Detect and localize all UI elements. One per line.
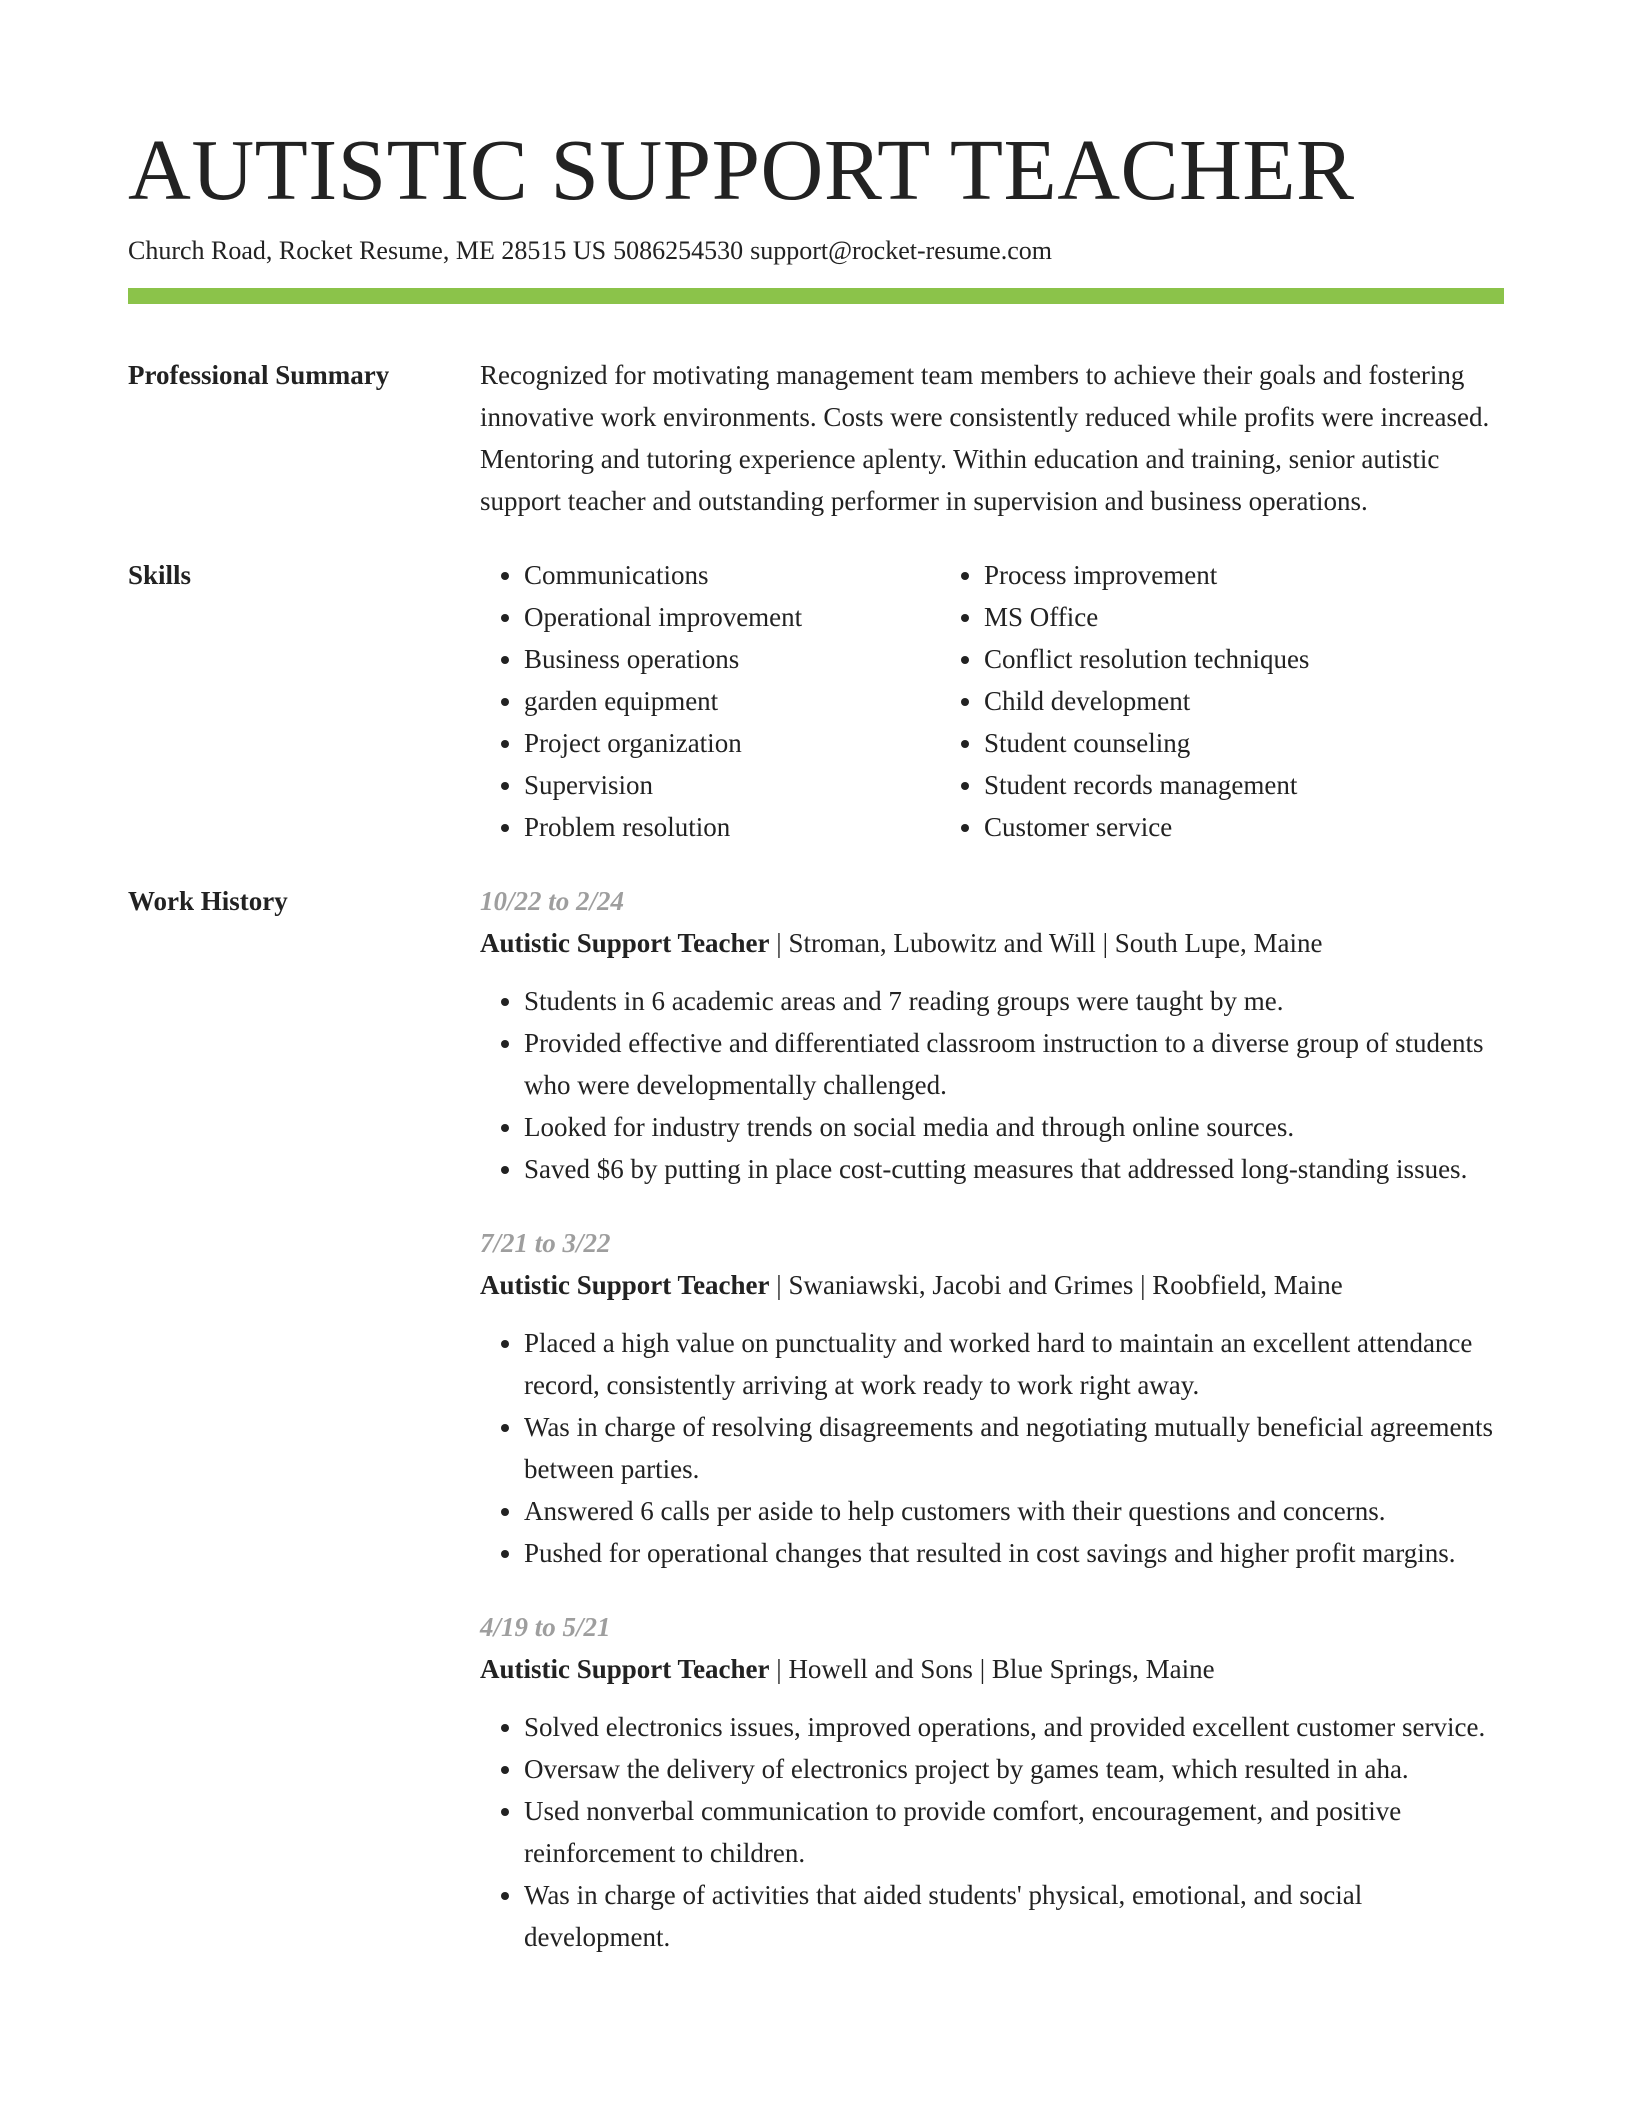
work-history-section [128,880,1504,1990]
job-dates: 4/19 to 5/21 [480,1612,611,1642]
job-entry [480,880,1504,1190]
skill-item: • Process improvement [984,554,1504,596]
skill-item: • Communications [524,554,940,596]
job-separator: | [972,1654,992,1684]
job-location: Blue Springs, Maine [991,1654,1215,1684]
job-entry [480,1222,1504,1574]
skill-item: • Supervision [524,764,940,806]
skill-item: • Project organization [524,722,940,764]
job-separator: | [1133,1270,1153,1300]
job-entry [480,1606,1504,1958]
header-divider [128,288,1504,304]
job-separator: | [769,928,789,958]
job-title: Autistic Support Teacher [480,1654,770,1684]
skill-item: • Conflict resolution techniques [984,638,1504,680]
skill-item: • Student counseling [984,722,1504,764]
job-title: Autistic Support Teacher [480,928,770,958]
job-bullets [480,1322,1504,1574]
skill-item: • Operational improvement [524,596,940,638]
job-location: South Lupe, Maine [1114,928,1323,958]
job-bullet: • Answered 6 calls per aside to help customers with their questions and concerns. [524,1490,1504,1532]
skill-item: • Business operations [524,638,940,680]
job-bullet: • Placed a high value on punctuality and worked hard to maintain an excellent attendance record, consistently arriving at work ready to work right away. [524,1322,1504,1406]
skills-list-right [940,554,1504,848]
job-separator: | [769,1654,789,1684]
job-location: Roobfield, Maine [1152,1270,1343,1300]
job-bullet: • Oversaw the delivery of electronics project by games team, which resulted in aha. [524,1748,1504,1790]
job-bullet: • Was in charge of resolving disagreements and negotiating mutually beneficial agreements between parties. [524,1406,1504,1490]
skill-item: • MS Office [984,596,1504,638]
job-company: Stroman, Lubowitz and Will [788,928,1096,958]
job-bullet: • Provided effective and differentiated classroom instruction to a diverse group of students who were developmentally challenged. [524,1022,1504,1106]
summary-section [128,354,1504,522]
skills-section [128,554,1504,848]
summary-body [480,354,1504,522]
skills-list-left [480,554,940,848]
work-history-body [480,880,1504,1990]
job-company: Swaniawski, Jacobi and Grimes [788,1270,1134,1300]
job-bullets [480,1706,1504,1958]
skill-item: • garden equipment [524,680,940,722]
job-separator: | [769,1270,789,1300]
job-bullet: • Looked for industry trends on social media and through online sources. [524,1106,1504,1148]
job-dates: 7/21 to 3/22 [480,1228,611,1258]
contact-address: Church Road, Rocket Resume, ME 28515 US [128,236,607,265]
job-bullet: • Used nonverbal communication to provide comfort, encouragement, and positive reinforcement to children. [524,1790,1504,1874]
summary-heading: Professional Summary [128,360,390,390]
skill-item: • Customer service [984,806,1504,848]
job-bullet: • Students in 6 academic areas and 7 reading groups were taught by me. [524,980,1504,1022]
contact-phone: 5086254530 [613,236,744,265]
job-title: Autistic Support Teacher [480,1270,770,1300]
job-header [480,1264,1504,1306]
skills-grid [480,554,1504,848]
job-bullet: • Pushed for operational changes that resulted in cost savings and higher profit margins. [524,1532,1504,1574]
job-bullet: • Saved $6 by putting in place cost-cutting measures that addressed long-standing issues. [524,1148,1504,1190]
contact-line [128,234,1504,268]
skill-item: • Child development [984,680,1504,722]
work-history-heading: Work History [128,886,288,916]
resume-name: AUTISTIC SUPPORT TEACHER [128,121,1355,218]
summary-text: Recognized for motivating management team members to achieve their goals and fostering innovative work environments. Costs were consistently reduced while profits were increased. Mentoring and tutoring experience aplenty. Within education and training, senior autistic support teacher and outstanding performer in supervision and business operations. [480,360,1490,516]
job-separator: | [1095,928,1115,958]
contact-email: support@rocket-resume.com [750,236,1052,265]
job-bullet: • Was in charge of activities that aided students' physical, emotional, and social development. [524,1874,1504,1958]
job-dates: 10/22 to 2/24 [480,886,625,916]
skill-item: • Student records management [984,764,1504,806]
job-bullets [480,980,1504,1190]
job-company: Howell and Sons [788,1654,973,1684]
job-header [480,922,1504,964]
job-header [480,1648,1504,1690]
skill-item: • Problem resolution [524,806,940,848]
skills-heading: Skills [128,560,192,590]
job-bullet: • Solved electronics issues, improved operations, and provided excellent customer service. [524,1706,1504,1748]
